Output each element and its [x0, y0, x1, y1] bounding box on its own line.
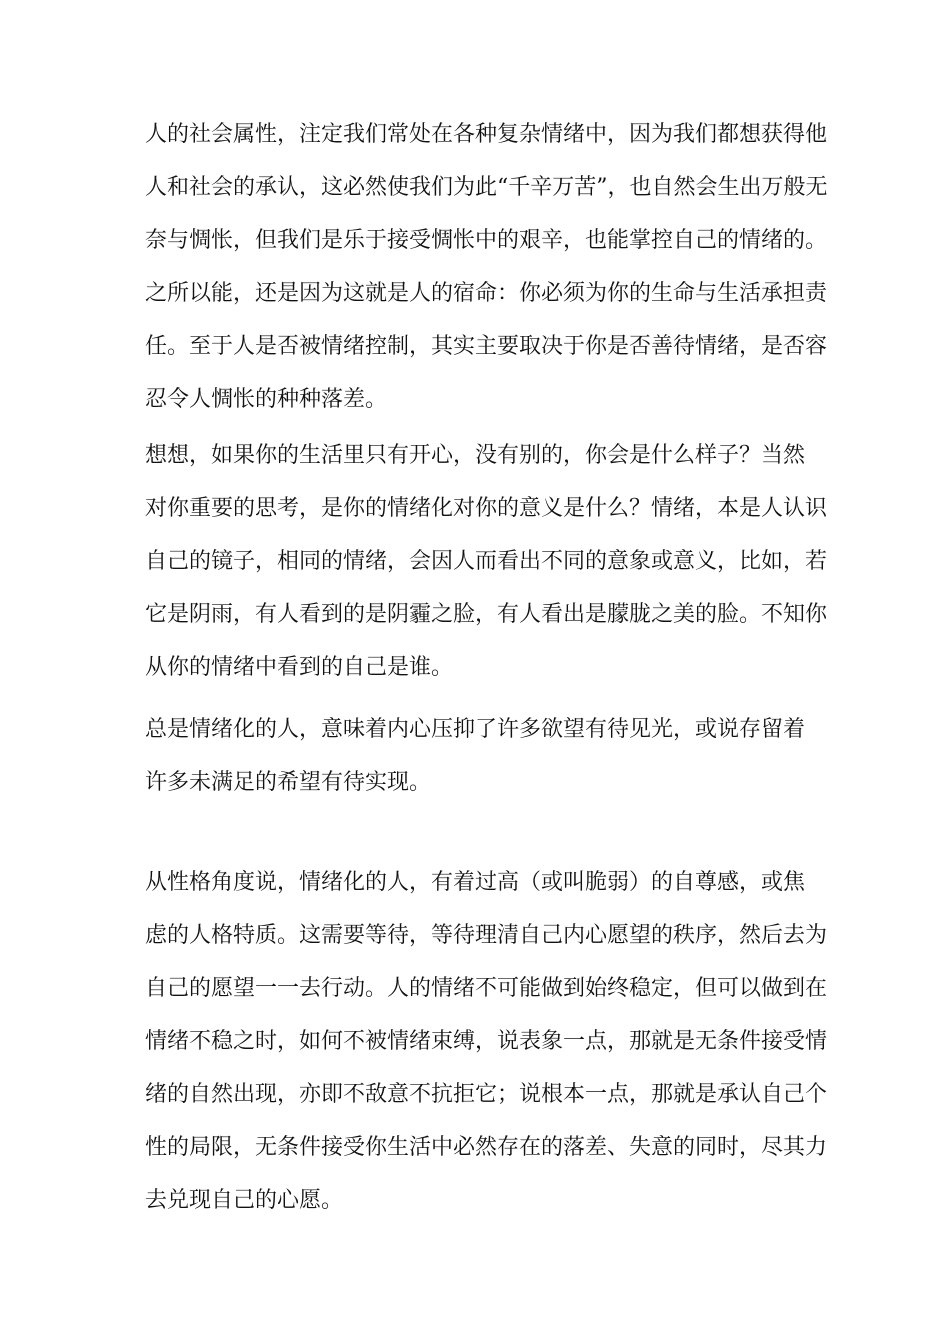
paragraph-1: [145, 108, 828, 426]
paragraph-line: 总是情绪化的人，意味着内心压抑了许多欲望有待见光，或说存留着: [145, 717, 806, 742]
paragraph-line: 想想，如果你的生活里只有开心，没有别的，你会是什么样子？当然: [145, 443, 806, 468]
paragraph-line: 绪的自然出现，亦即不敌意不抗拒它；说根本一点，那就是承认自己个: [145, 1082, 828, 1107]
paragraph-4: [145, 856, 827, 1227]
paragraph-line: 从你的情绪中看到的自己是谁。: [145, 655, 454, 680]
paragraph-line: 情绪不稳之时，如何不被情绪束缚，说表象一点，那就是无条件接受情: [145, 1029, 828, 1054]
paragraph-line: 去兑现自己的心愿。: [145, 1188, 344, 1213]
paragraph-line: 对你重要的思考，是你的情绪化对你的意义是什么？情绪，本是人认识: [145, 496, 828, 521]
paragraph-line: 它是阴雨，有人看到的是阴霾之脸，有人看出是朦胧之美的脸。不知你: [145, 602, 828, 627]
paragraph-2: [145, 429, 827, 694]
paragraph-line: 奈与惆怅，但我们是乐于接受惆怅中的艰辛，也能掌控自己的情绪的。: [145, 228, 828, 253]
paragraph-line: 人和社会的承认，这必然使我们为此“千辛万苦”，也自然会生出万般无: [145, 175, 828, 200]
paragraph-line: 自己的镜子，相同的情绪，会因人而看出不同的意象或意义，比如，若: [145, 549, 828, 574]
paragraph-line: 从性格角度说，情绪化的人，有着过高（或叫脆弱）的自尊感，或焦: [145, 870, 806, 895]
paragraph-line: 许多未满足的希望有待实现。: [145, 770, 432, 795]
paragraph-line: 忍令人惆怅的种种落差。: [145, 387, 388, 412]
paragraph-3: [145, 703, 805, 809]
paragraph-line: 人的社会属性，注定我们常处在各种复杂情绪中，因为我们都想获得他: [145, 122, 828, 147]
paragraph-line: 之所以能，还是因为这就是人的宿命：你必须为你的生命与生活承担责: [145, 281, 828, 306]
paragraph-line: 自己的愿望一一去行动。人的情绪不可能做到始终稳定，但可以做到在: [145, 976, 828, 1001]
paragraph-line: 虑的人格特质。这需要等待，等待理清自己内心愿望的秩序，然后去为: [145, 923, 828, 948]
paragraph-line: 任。至于人是否被情绪控制，其实主要取决于你是否善待情绪，是否容: [145, 334, 828, 359]
paragraph-line: 性的局限，无条件接受你生活中必然存在的落差、失意的同时，尽其力: [145, 1135, 828, 1160]
